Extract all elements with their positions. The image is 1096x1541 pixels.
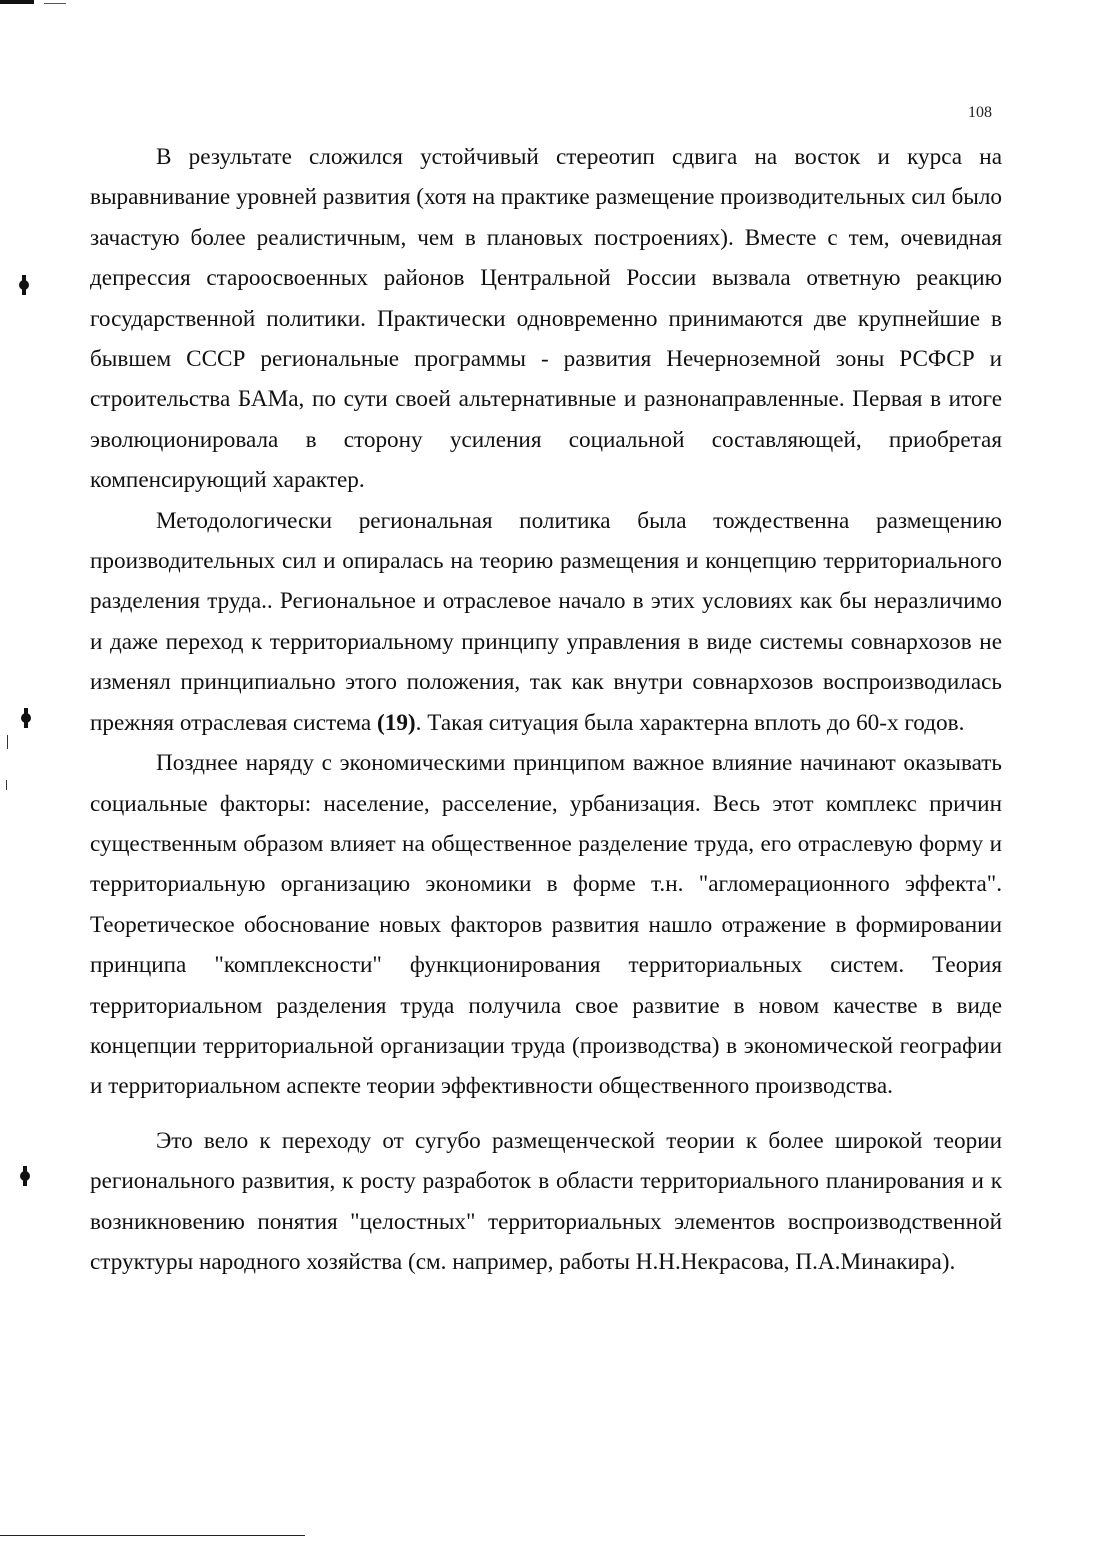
page-number: 108 (968, 104, 992, 121)
scan-mark (0, 0, 34, 4)
binder-hole-mark (20, 1171, 30, 1181)
paragraph-text: Методологически региональная политика была тождественна размещению производительных сил и опиралась на теорию размещения и концепцию территориального разделения труда.. Региональное и отраслевое начало в этих условиях как бы неразличимо и даже переход к территориальному принципу управления в виде системы совнархозов не изменял принципиально этого положения, так как внутри совнархозов воспроизводилась прежняя отраслевая система (90, 507, 1002, 736)
reference-number: (19) (377, 709, 416, 736)
paragraph (90, 501, 1002, 743)
binder-hole-mark (19, 280, 29, 290)
binder-hole-mark (21, 713, 31, 723)
footnote-rule (0, 1535, 305, 1536)
margin-tick (7, 735, 8, 749)
paragraph: Позднее наряду с экономическими принципом важное влияние начинают оказывать социальные факторы: население, расселение, урбанизация. Весь этот комплекс причин существенным образом влияет на общественное разделение труда, его отраслевую форму и территориальную организацию экономики в форме т.н. "агломерационного эффекта". Теоретическое обоснование новых факторов развития нашло отражение в формировании принципа "комплексности" функционирования территориальных систем. Теория территориальном разделения труда получила свое развитие в новом качестве в виде концепции территориальной организации труда (производства) в экономической географии и территориальном аспекте теории эффективности общественного производства. (90, 750, 1002, 1100)
paragraph: Это вело к переходу от сугубо размещенческой теории к более широкой теории регионального развития, к росту разработок в области территориального планирования и к возникновению понятия "целостных" территориальных элементов воспроизводственной структуры народного хозяйства (см. например, работы Н.Н.Некрасова, П.А.Минакира). (90, 1127, 1002, 1275)
scan-mark (44, 3, 66, 4)
body-text (90, 137, 1002, 1282)
margin-tick (6, 780, 7, 790)
paragraph-text: . Такая ситуация была характерна вплоть до 60-х годов. (415, 709, 965, 736)
paragraph: В результате сложился устойчивый стереотип сдвига на восток и курса на выравнивание уровней развития (хотя на практике размещение производительных сил было зачастую более реалистичным, чем в плановых построениях). Вместе с тем, очевидная депрессия староосвоенных районов Центральной России вызвала ответную реакцию государственной политики. Практически одновременно принимаются две крупнейшие в бывшем СССР региональные программы - развития Нечерноземной зоны РСФСР и строительства БАМа, по сути своей альтернативные и разнонаправленные. Первая в итоге эволюционировала в сторону усиления социальной составляющей, приобретая компенсирующий характер. (90, 144, 1002, 494)
